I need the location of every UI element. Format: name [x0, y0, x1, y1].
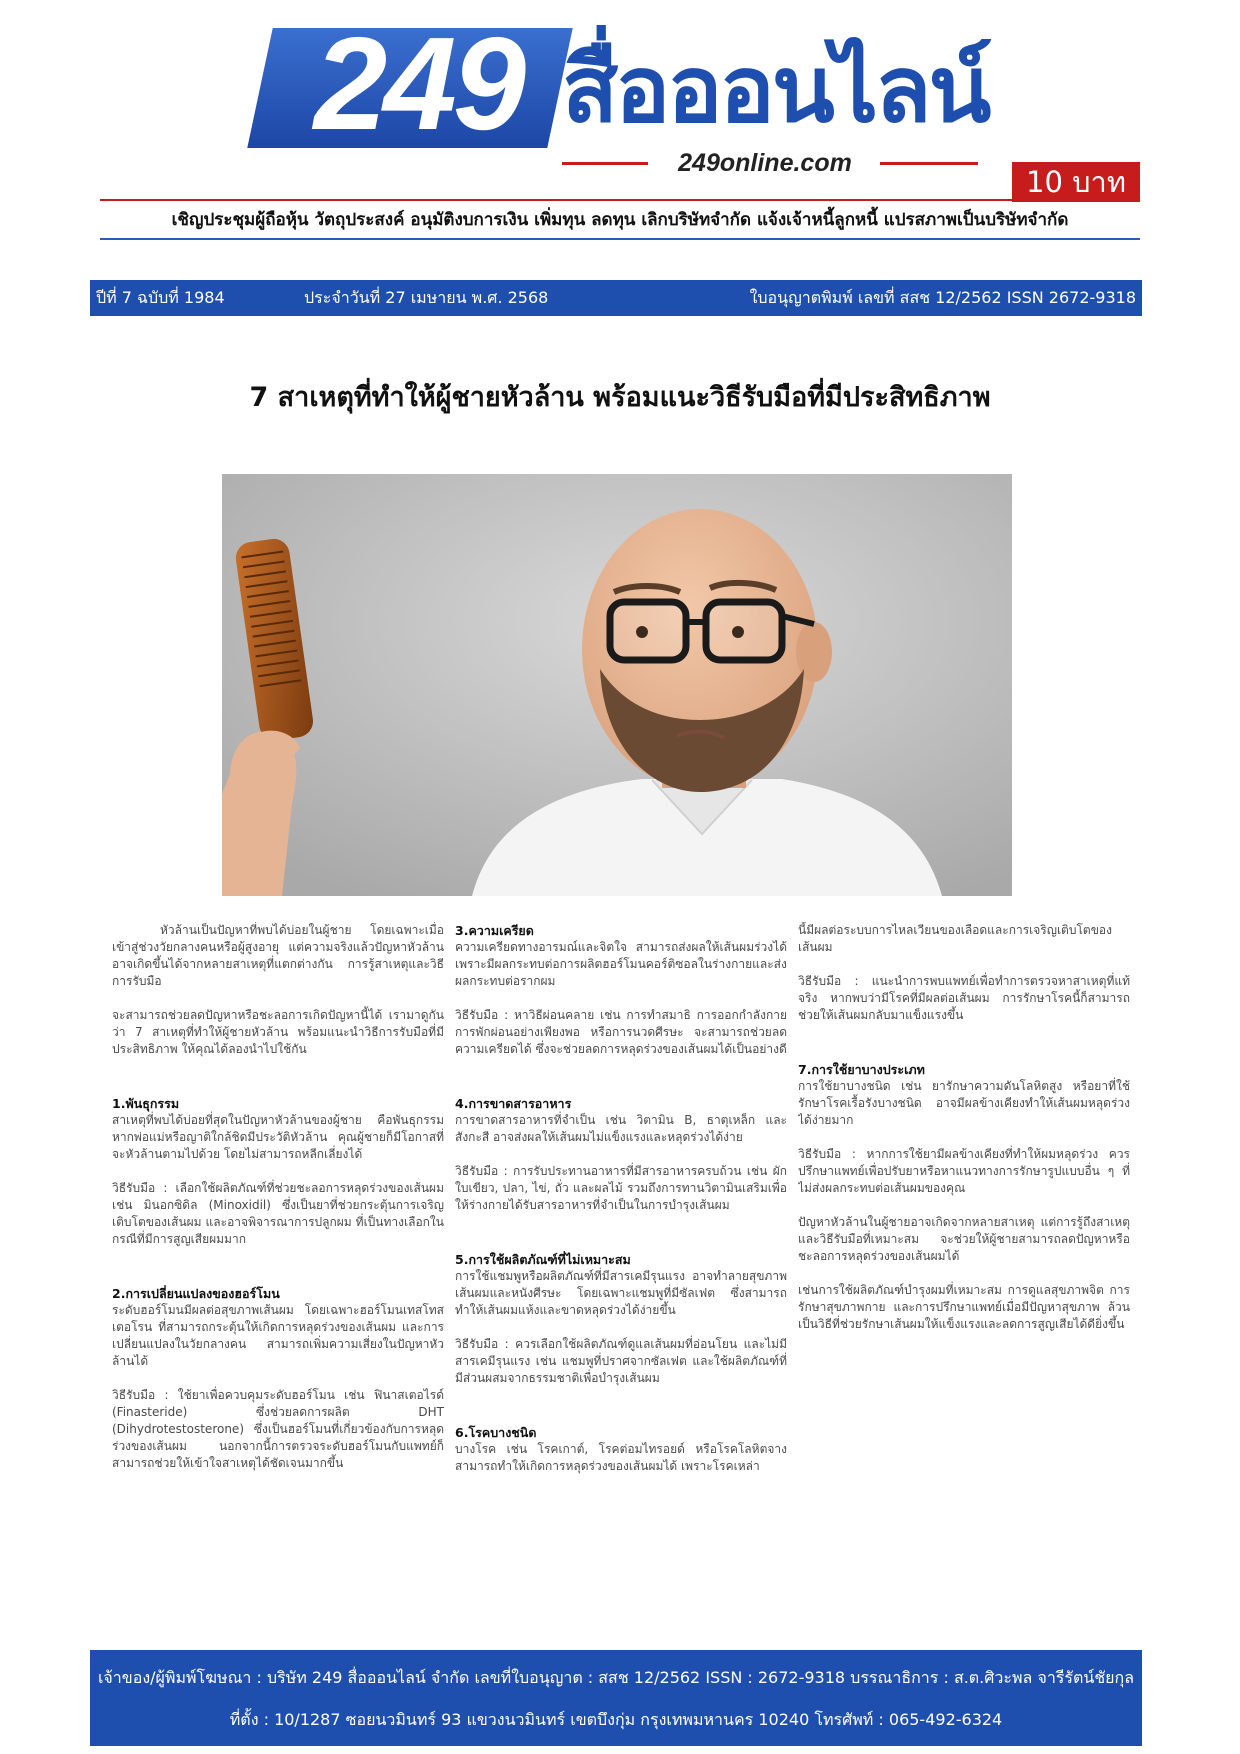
section-heading: 5.การใช้ผลิตภัณฑ์ที่ไม่เหมาะสม: [455, 1252, 631, 1267]
section-tip: วิธีรับมือ : แนะนำการพบแพทย์เพื่อทำการตรวจหาสาเหตุที่แท้จริง หากพบว่ามีโรคที่มีผลต่อเส้นผม การรักษาโรคนี้ก็สามารถช่วยให้เส้นผมกลับมาแข็งแรงขึ้น: [798, 974, 1130, 1022]
tagline-divider-bottom: [100, 238, 1140, 240]
section-tip: วิธีรับมือ : หากการใช้ยามีผลข้างเคียงที่ทำให้ผมหลุดร่วง ควรปรึกษาแพทย์เพื่อปรับยาหรือหาแนวทางการรักษารูปแบบอื่น ๆ ที่ไม่ส่งผลกระทบต่อเส้นผมของคุณ: [798, 1147, 1130, 1195]
tagline: เชิญประชุมผู้ถือหุ้น วัตถุประสงค์ อนุมัติงบการเงิน เพิ่มทุน ลดทุน เลิกบริษัทจำกัด แจ้งเจ้าหนี้ลูกหนี้ แปรสภาพเป็นบริษัทจำกัด: [171, 210, 1069, 230]
logo-249-number: 249: [313, 10, 523, 157]
summary-paragraph: เช่นการใช้ผลิตภัณฑ์บำรุงผมที่เหมาะสม การดูแลสุขภาพจิต การรักษาสุขภาพกาย และการปรึกษาแพทย์เมื่อมีปัญหาสุขภาพ ล้วนเป็นวิธีที่ช่วยรักษาเส้นผมให้แข็งแรงและลดการสูญเสียได้ดียิ่งขึ้น: [798, 1283, 1130, 1331]
masthead: [0, 0, 1240, 200]
section-heading: 2.การเปลี่ยนแปลงของฮอร์โมน: [112, 1286, 280, 1301]
footer-address: ที่ตั้ง : 10/1287 ซอยนวมินทร์ 93 แขวงนวมินทร์ เขตบึงกุ่ม กรุงเทพมหานคร 10240 โทรศัพท์ : 065-492-6324: [229, 1710, 1003, 1729]
logo-url: 249online.com: [678, 149, 852, 177]
article-column-3: [798, 922, 1130, 1602]
section-body: นี้มีผลต่อระบบการไหลเวียนของเลือดและการเจริญเติบโตของเส้นผม: [798, 923, 1112, 954]
section-heading: 3.ความเครียด: [455, 923, 534, 938]
intro-paragraph: หัวล้านเป็นปัญหาที่พบได้บ่อยในผู้ชาย โดยเฉพาะเมื่อเข้าสู่ช่วงวัยกลางคนหรือผู้สูงอายุ แต่ความจริงแล้วปัญหาหัวล้านอาจเกิดขึ้นได้จากหลายสาเหตุที่แตกต่างกัน การรู้สาเหตุและวิธีการรับมือ: [112, 923, 444, 988]
section-tip: วิธีรับมือ : การรับประทานอาหารที่มีสารอาหารครบถ้วน เช่น ผักใบเขียว, ปลา, ไข่, ถั่ว และผลไม้ รวมถึงการทานวิตามินเสริมเพื่อให้ร่างกายได้รับสารอาหารที่จำเป็นในการบำรุงเส้นผม: [455, 1164, 787, 1212]
section-heading: 1.พันธุกรรม: [112, 1096, 180, 1111]
section-body: ความเครียดทางอารมณ์และจิตใจ สามารถส่งผลให้เส้นผมร่วงได้ เพราะมีผลกระทบต่อการผลิตฮอร์โมนคอร์ติซอลในร่างกายและส่งผลกระทบต่อรากผม: [455, 940, 787, 988]
section-body: การใช้แชมพูหรือผลิตภัณฑ์ที่มีสารเคมีรุนแรง อาจทำลายสุขภาพเส้นผมและหนังศีรษะ โดยเฉพาะแชมพูที่มีซัลเฟต ซึ่งสามารถทำให้เส้นผมแห้งและขาดหลุดร่วงได้ง่ายขึ้น: [455, 1269, 787, 1317]
logo-thai-text: สื่อออนไลน์: [562, 36, 989, 143]
bald-man-with-comb-illustration: [222, 474, 1012, 896]
publisher-footer: [90, 1650, 1142, 1746]
section-body: การใช้ยาบางชนิด เช่น ยารักษาความดันโลหิตสูง หรือยาที่ใช้รักษาโรคเรื้อรังบางชนิด อาจมีผลข้างเคียงทำให้เส้นผมหลุดร่วงได้ง่ายมาก: [798, 1079, 1130, 1127]
article-column-1: [112, 922, 444, 1602]
article-headline: 7 สาเหตุที่ทำให้ผู้ชายหัวล้าน พร้อมแนะวิธีรับมือที่มีประสิทธิภาพ: [249, 382, 991, 413]
tagline-divider-top: [100, 199, 1140, 201]
section-tip: วิธีรับมือ : ควรเลือกใช้ผลิตภัณฑ์ดูแลเส้นผมที่อ่อนโยน และไม่มีสารเคมีรุนแรง เช่น แชมพูที่ปราศจากซัลเฟต และใช้ผลิตภัณฑ์ที่มีส่วนผสมจากธรรมชาติเพื่อบำรุงเส้นผม: [455, 1337, 787, 1385]
issue-bar: [90, 280, 1142, 316]
section-body: ระดับฮอร์โมนมีผลต่อสุขภาพเส้นผม โดยเฉพาะฮอร์โมนเทสโทสเตอโรน ที่สามารถกระตุ้นให้เกิดการหลุดร่วงของเส้นผม และการเปลี่ยนแปลงในวัยกลางคน สามารถเพิ่มความเสี่ยงในปัญหาหัวล้านได้: [112, 1303, 444, 1368]
footer-publisher-info: เจ้าของ/ผู้พิมพ์โฆษณา : บริษัท 249 สื่อออนไลน์ จำกัด เลขที่ใบอนุญาต : สสช 12/2562 ISSN : 2672-9318 บรรณาธิการ : ส.ต.ศิวะพล จารีรัตน์ชัยกุล: [97, 1668, 1135, 1687]
article-column-2: [455, 922, 787, 1602]
section-body: สาเหตุที่พบได้บ่อยที่สุดในปัญหาหัวล้านของผู้ชาย คือพันธุกรรม หากพ่อแม่หรือญาติใกล้ชิดมีประวัติหัวล้าน คุณผู้ชายก็มีโอกาสที่จะหัวล้านตามไปด้วย โดยไม่สามารถหลีกเลี่ยงได้: [112, 1113, 444, 1161]
summary-paragraph: ปัญหาหัวล้านในผู้ชายอาจเกิดจากหลายสาเหตุ แต่การรู้ถึงสาเหตุและวิธีรับมือที่เหมาะสม จะช่วยให้ผู้ชายสามารถลดปัญหาหรือชะลอการหลุดร่วงของเส้นผมได้: [798, 1215, 1130, 1263]
intro-paragraph: จะสามารถช่วยลดปัญหาหรือชะลอการเกิดปัญหานี้ได้ เรามาดูกันว่า 7 สาเหตุที่ทำให้ผู้ชายหัวล้าน พร้อมแนะนำวิธีการรับมือที่มีประสิทธิภาพ ให้คุณได้ลองนำไปใช้กัน: [112, 1008, 444, 1056]
section-body: บางโรค เช่น โรคเกาต์, โรคต่อมไทรอยด์ หรือโรคโลหิตจาง สามารถทำให้เกิดการหลุดร่วงของเส้นผมได้ เพราะโรคเหล่า: [455, 1442, 787, 1473]
section-heading: 4.การขาดสารอาหาร: [455, 1096, 572, 1111]
logo-underline-right: [880, 162, 978, 165]
section-tip: วิธีรับมือ : ใช้ยาเพื่อควบคุมระดับฮอร์โมน เช่น ฟินาสเตอไรด์ (Finasteride) ซึ่งช่วยลดการผลิต DHT (Dihydrotestosterone) ซึ่งเป็นฮอร์โมนที่เกี่ยวข้องกับการหลุดร่วงของเส้นผม นอกจากนี้การตรวจระดับฮอร์โมนกับแพทย์ก็สามารถช่วยให้เข้าใจสาเหตุได้ชัดเจนมากขึ้น: [112, 1388, 444, 1470]
issue-number: ปีที่ 7 ฉบับที่ 1984: [96, 288, 225, 307]
section-heading: 6.โรคบางชนิด: [455, 1425, 537, 1440]
price-tag: 10 บาท: [1012, 162, 1140, 202]
print-license: ใบอนุญาตพิมพ์ เลขที่ สสช 12/2562 ISSN 2672-9318: [749, 288, 1136, 307]
logo-underline-left: [562, 162, 648, 165]
section-tip: วิธีรับมือ : หาวิธีผ่อนคลาย เช่น การทำสมาธิ การออกกำลังกาย การพักผ่อนอย่างเพียงพอ หรือการนวดศีรษะ จะสามารถช่วยลดความเครียดได้ ซึ่งจะช่วยลดการหลุดร่วงของเส้นผมได้เป็นอย่างดี: [455, 1008, 787, 1056]
section-heading: 7.การใช้ยาบางประเภท: [798, 1062, 925, 1077]
section-tip: วิธีรับมือ : เลือกใช้ผลิตภัณฑ์ที่ช่วยชะลอการหลุดร่วงของเส้นผม เช่น มินอกซิดิล (Minoxidil) ซึ่งเป็นยาที่ช่วยกระตุ้นการเจริญเติบโตของเส้นผม และอาจพิจารณาการปลูกผม ที่เป็นทางเลือกในกรณีที่มีการสูญเสียผมมาก: [112, 1181, 444, 1246]
issue-date: ประจำวันที่ 27 เมษายน พ.ศ. 2568: [304, 288, 549, 307]
section-body: การขาดสารอาหารที่จำเป็น เช่น วิตามิน B, ธาตุเหล็ก และสังกะสี อาจส่งผลให้เส้นผมไม่แข็งแรงและหลุดร่วงได้ง่าย: [455, 1113, 787, 1144]
article-photo: [222, 474, 1012, 896]
